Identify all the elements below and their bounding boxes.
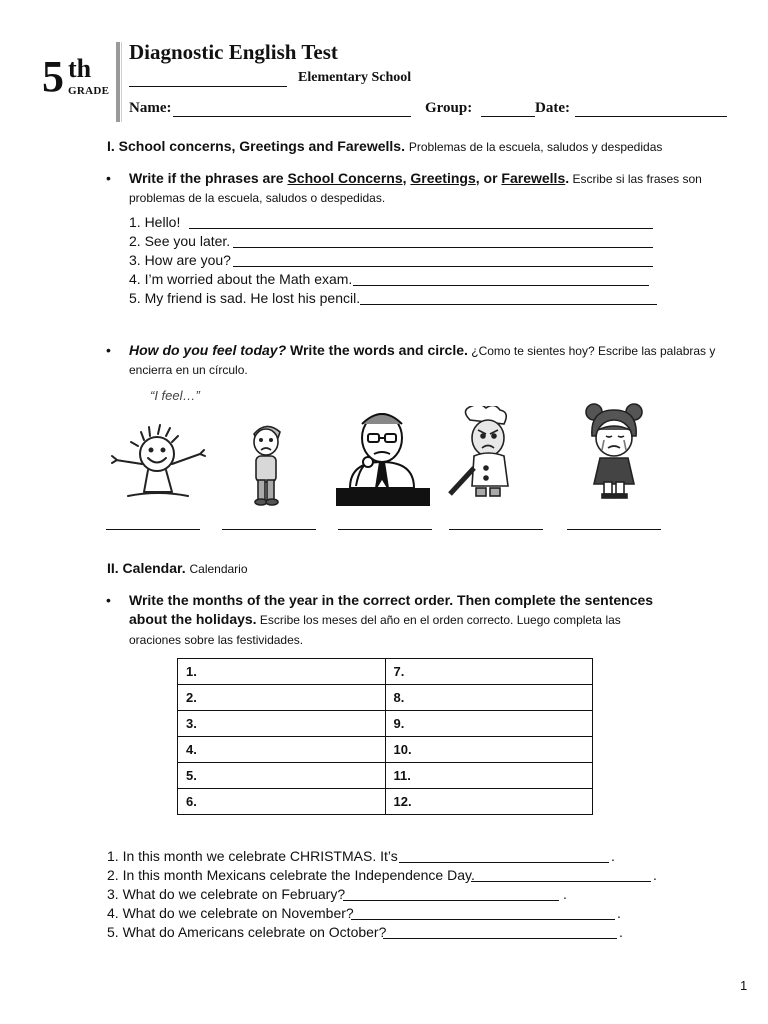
feelings-instruction-es: ¿Como te sientes hoy? Escribe las palabras y encierra en un círculo. — [129, 344, 716, 377]
group-field[interactable] — [481, 116, 535, 117]
phrase-row — [129, 214, 654, 233]
month-cell[interactable]: 5. — [178, 763, 386, 789]
feeling-answer-field[interactable] — [449, 529, 543, 530]
table-row — [178, 737, 593, 763]
month-cell[interactable]: 10. — [385, 737, 593, 763]
header-divider-shadow — [121, 42, 122, 122]
section1-title — [107, 138, 662, 154]
section2-title-en: II. Calendar. — [107, 560, 186, 576]
months-table — [177, 658, 593, 815]
question-text: 4. What do we celebrate on November? — [107, 905, 354, 921]
period: . — [653, 867, 657, 883]
period: . — [565, 170, 570, 186]
month-cell[interactable]: 9. — [385, 711, 593, 737]
grade-badge — [42, 52, 114, 102]
question-answer-field[interactable] — [383, 938, 617, 939]
grade-word: GRADE — [68, 85, 110, 97]
holiday-question — [107, 848, 627, 866]
question-text: 1. In this month we celebrate CHRISTMAS. It’s — [107, 848, 398, 864]
happy-child-picture — [108, 420, 210, 498]
section2-instruction — [129, 591, 659, 650]
header-divider — [116, 42, 120, 122]
section2-title — [107, 560, 248, 576]
grade-number: 5 — [42, 52, 64, 101]
period: . — [617, 905, 621, 921]
phrase-answer-field[interactable] — [353, 285, 649, 286]
feeling-answer-field[interactable] — [338, 529, 432, 530]
phrase-row — [129, 233, 654, 252]
section2-instruction-es: Escribe los meses del año en el orden correcto. Luego completa las oraciones sobre las festividades. — [129, 613, 621, 647]
question-answer-field[interactable] — [351, 919, 615, 920]
bullet: • — [106, 592, 111, 608]
section2-title-es: Calendario — [189, 562, 248, 576]
month-cell[interactable]: 12. — [385, 789, 593, 815]
section1-title-en: I. School concerns, Greetings and Farewells. — [107, 138, 405, 154]
feeling-answer-field[interactable] — [222, 529, 316, 530]
month-cell[interactable]: 11. — [385, 763, 593, 789]
angry-chef-picture — [446, 406, 522, 502]
question-answer-field[interactable] — [399, 862, 609, 863]
term-farewells: Farewells — [501, 170, 566, 186]
month-cell[interactable]: 4. — [178, 737, 386, 763]
phrase-row — [129, 271, 654, 290]
phrase-row — [129, 290, 659, 309]
period: . — [611, 848, 615, 864]
phrase-answer-field[interactable] — [233, 247, 653, 248]
instruction-es: Escribe si las frases son problemas de la escuela, saludos o despedidas. — [129, 172, 702, 205]
phrase-text: 1. Hello! — [129, 214, 181, 230]
table-row — [178, 711, 593, 737]
instruction-text: Write if the phrases are — [129, 170, 288, 186]
group-label: Group: — [425, 100, 473, 116]
month-cell[interactable]: 6. — [178, 789, 386, 815]
question-text: 2. In this month Mexicans celebrate the Independence Day. — [107, 867, 475, 883]
phrase-text: 5. My friend is sad. He lost his pencil. — [129, 290, 361, 306]
crying-girl-picture — [582, 402, 648, 500]
month-cell[interactable]: 8. — [385, 685, 593, 711]
holiday-question — [107, 905, 637, 923]
question-answer-field[interactable] — [343, 900, 559, 901]
school-label: Elementary School — [298, 70, 412, 85]
feelings-question: How do you feel today? — [129, 342, 287, 358]
table-row — [178, 659, 593, 685]
table-row — [178, 685, 593, 711]
period: . — [619, 924, 623, 940]
table-row — [178, 789, 593, 815]
phrase-answer-field[interactable] — [233, 266, 653, 267]
sad-boy-picture — [242, 420, 290, 508]
holiday-question — [107, 867, 667, 885]
question-answer-field[interactable] — [471, 881, 651, 882]
phrase-answer-field[interactable] — [189, 228, 653, 229]
name-label: Name: — [129, 100, 172, 116]
i-feel-prompt: “I feel…” — [150, 388, 200, 403]
feeling-answer-field[interactable] — [106, 529, 200, 530]
separator: , or — [475, 170, 502, 186]
date-field[interactable] — [575, 116, 727, 117]
school-name-field[interactable] — [129, 86, 287, 87]
feelings-instruction — [129, 341, 729, 379]
page-title: Diagnostic English Test — [129, 40, 338, 64]
term-greetings: Greetings — [410, 170, 476, 186]
section1-instruction — [129, 169, 729, 207]
phrase-answer-field[interactable] — [360, 304, 657, 305]
month-cell[interactable]: 7. — [385, 659, 593, 685]
bullet: • — [106, 170, 111, 186]
page-number: 1 — [740, 978, 748, 993]
holiday-question — [107, 886, 577, 904]
date-label: Date: — [535, 100, 570, 116]
month-cell[interactable]: 3. — [178, 711, 386, 737]
worried-man-picture — [336, 408, 430, 506]
phrase-row — [129, 252, 654, 271]
table-row — [178, 763, 593, 789]
phrase-text: 3. How are you? — [129, 252, 231, 268]
section2-instruction-en: Write the months of the year in the correct order. Then complete the sentences about the holidays. — [129, 592, 654, 627]
phrase-text: 2. See you later. — [129, 233, 231, 249]
feelings-instruction-en: Write the words and circle. — [286, 342, 468, 358]
holiday-question — [107, 924, 637, 942]
bullet: • — [106, 342, 111, 358]
phrase-text: 4. I’m worried about the Math exam. — [129, 271, 353, 287]
section1-title-es: Problemas de la escuela, saludos y despedidas — [408, 140, 663, 154]
question-text: 5. What do Americans celebrate on October? — [107, 924, 387, 940]
feeling-answer-field[interactable] — [567, 529, 661, 530]
name-field[interactable] — [173, 116, 411, 117]
period: . — [563, 886, 567, 902]
separator: , — [402, 170, 411, 186]
term-school-concerns: School Concerns — [287, 170, 403, 186]
grade-suffix: th — [68, 54, 92, 83]
month-cell[interactable]: 2. — [178, 685, 386, 711]
month-cell[interactable]: 1. — [178, 659, 386, 685]
question-text: 3. What do we celebrate on February? — [107, 886, 346, 902]
